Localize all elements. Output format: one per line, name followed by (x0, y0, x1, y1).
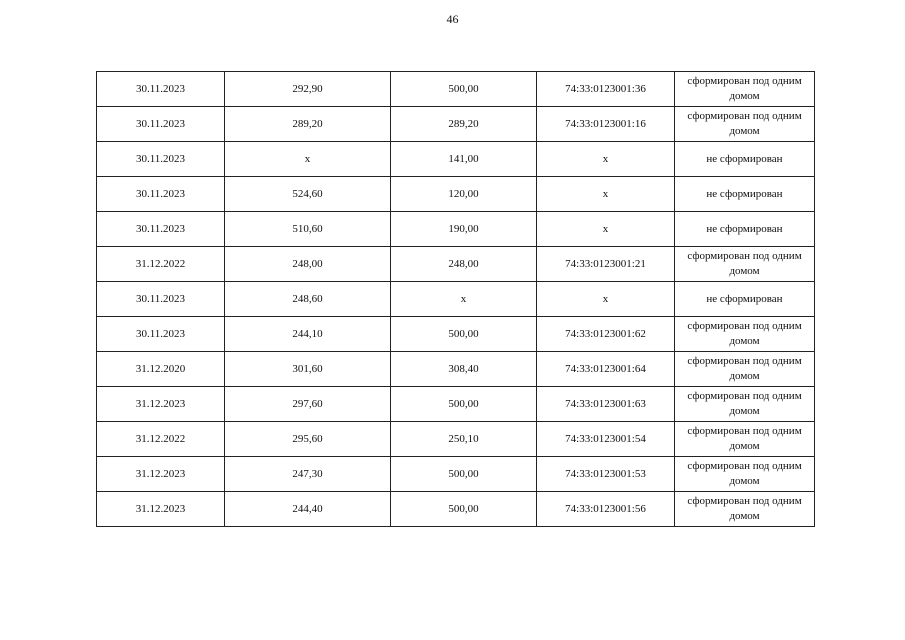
land-area-cell: 289,20 (391, 107, 537, 142)
cadastral-number-cell: 74:33:0123001:56 (537, 492, 675, 527)
area-cell: 524,60 (225, 177, 391, 212)
table-row (97, 387, 815, 422)
date-cell: 30.11.2023 (97, 317, 225, 352)
status-cell: сформирован под одним домом (675, 492, 815, 527)
date-cell: 31.12.2023 (97, 492, 225, 527)
table-row (97, 142, 815, 177)
table-row (97, 282, 815, 317)
status-cell: не сформирован (675, 212, 815, 247)
status-cell: не сформирован (675, 177, 815, 212)
cadastral-number-cell: 74:33:0123001:36 (537, 72, 675, 107)
cadastral-number-cell: 74:33:0123001:64 (537, 352, 675, 387)
date-cell: 30.11.2023 (97, 107, 225, 142)
status-cell: сформирован под одним домом (675, 317, 815, 352)
table-row (97, 247, 815, 282)
land-area-cell: 500,00 (391, 492, 537, 527)
cadastral-number-cell: 74:33:0123001:21 (537, 247, 675, 282)
land-area-cell: 190,00 (391, 212, 537, 247)
land-area-cell: х (391, 282, 537, 317)
status-cell: сформирован под одним домом (675, 422, 815, 457)
table-row (97, 317, 815, 352)
cadastral-number-cell: х (537, 142, 675, 177)
area-cell: 289,20 (225, 107, 391, 142)
table-row (97, 177, 815, 212)
date-cell: 31.12.2020 (97, 352, 225, 387)
status-cell: не сформирован (675, 282, 815, 317)
land-area-cell: 500,00 (391, 387, 537, 422)
area-cell: х (225, 142, 391, 177)
area-cell: 247,30 (225, 457, 391, 492)
cadastral-number-cell: х (537, 212, 675, 247)
cadastral-number-cell: 74:33:0123001:53 (537, 457, 675, 492)
status-cell: сформирован под одним домом (675, 352, 815, 387)
area-cell: 248,60 (225, 282, 391, 317)
area-cell: 510,60 (225, 212, 391, 247)
cadastral-number-cell: 74:33:0123001:54 (537, 422, 675, 457)
table-row (97, 492, 815, 527)
land-area-cell: 500,00 (391, 457, 537, 492)
table-row (97, 107, 815, 142)
area-cell: 244,40 (225, 492, 391, 527)
date-cell: 30.11.2023 (97, 282, 225, 317)
date-cell: 30.11.2023 (97, 177, 225, 212)
table-row (97, 457, 815, 492)
land-area-cell: 500,00 (391, 317, 537, 352)
area-cell: 248,00 (225, 247, 391, 282)
area-cell: 301,60 (225, 352, 391, 387)
land-area-cell: 141,00 (391, 142, 537, 177)
status-cell: не сформирован (675, 142, 815, 177)
date-cell: 31.12.2022 (97, 422, 225, 457)
land-area-cell: 120,00 (391, 177, 537, 212)
table-row (97, 72, 815, 107)
land-area-cell: 308,40 (391, 352, 537, 387)
registry-table-body (97, 72, 815, 527)
date-cell: 30.11.2023 (97, 142, 225, 177)
date-cell: 31.12.2022 (97, 247, 225, 282)
land-area-cell: 250,10 (391, 422, 537, 457)
status-cell: сформирован под одним домом (675, 247, 815, 282)
land-area-cell: 500,00 (391, 72, 537, 107)
land-area-cell: 248,00 (391, 247, 537, 282)
cadastral-number-cell: х (537, 177, 675, 212)
cadastral-number-cell: х (537, 282, 675, 317)
registry-table (96, 71, 815, 527)
date-cell: 30.11.2023 (97, 72, 225, 107)
table-row (97, 422, 815, 457)
cadastral-number-cell: 74:33:0123001:16 (537, 107, 675, 142)
table-row (97, 352, 815, 387)
page-number: 46 (446, 12, 459, 26)
area-cell: 292,90 (225, 72, 391, 107)
cadastral-number-cell: 74:33:0123001:62 (537, 317, 675, 352)
status-cell: сформирован под одним домом (675, 72, 815, 107)
table-row (97, 212, 815, 247)
status-cell: сформирован под одним домом (675, 457, 815, 492)
area-cell: 297,60 (225, 387, 391, 422)
date-cell: 31.12.2023 (97, 387, 225, 422)
cadastral-number-cell: 74:33:0123001:63 (537, 387, 675, 422)
status-cell: сформирован под одним домом (675, 387, 815, 422)
date-cell: 31.12.2023 (97, 457, 225, 492)
area-cell: 244,10 (225, 317, 391, 352)
status-cell: сформирован под одним домом (675, 107, 815, 142)
date-cell: 30.11.2023 (97, 212, 225, 247)
area-cell: 295,60 (225, 422, 391, 457)
